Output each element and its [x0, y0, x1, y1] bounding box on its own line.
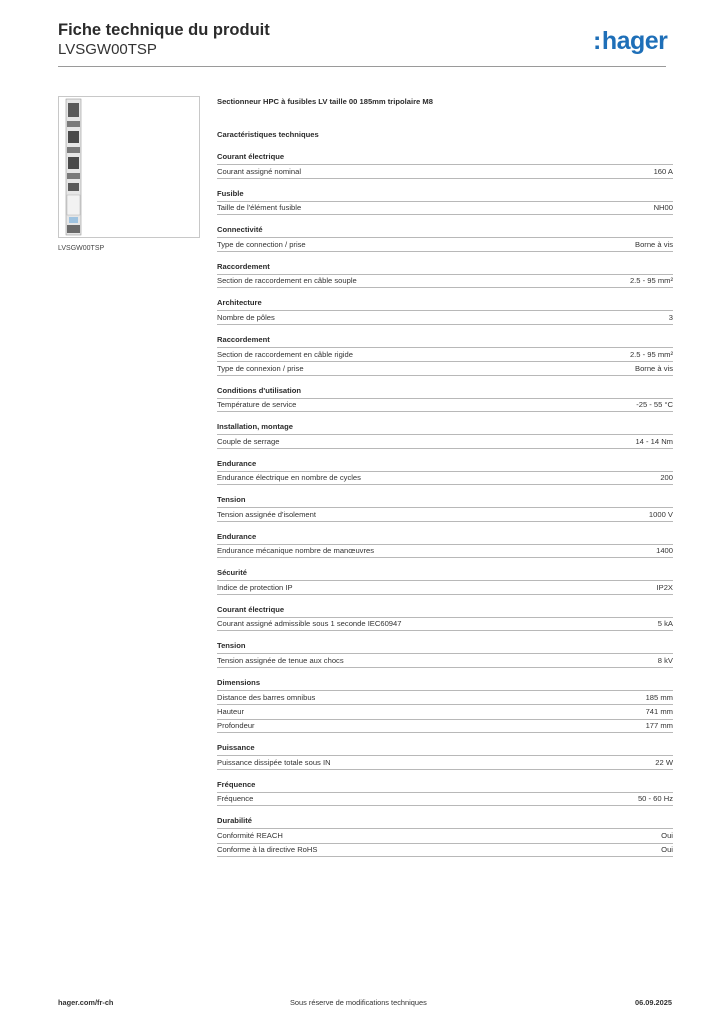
logo-text: hager [601, 27, 668, 55]
document-header [58, 20, 270, 60]
spec-row [217, 398, 673, 413]
spec-group [217, 333, 673, 376]
spec-value: 1000 V [648, 509, 673, 519]
spec-value: 160 A [653, 166, 673, 176]
spec-row [217, 237, 673, 252]
spec-row [217, 310, 673, 325]
specifications-panel [217, 94, 673, 857]
spec-group [217, 676, 673, 734]
spec-value: 50 - 60 Hz [637, 794, 673, 804]
product-description: Sectionneur HPC à fusibles LV taille 00 185mm tripolaire M8 [217, 97, 433, 106]
spec-value: 200 [660, 473, 673, 483]
spec-group [217, 150, 673, 179]
spec-value: 5 kA [657, 619, 673, 629]
spec-row [217, 828, 673, 843]
spec-row [217, 274, 673, 289]
spec-value: 22 W [655, 757, 673, 767]
spec-label: Taille de l'élément fusible [217, 203, 302, 213]
spec-group [217, 814, 673, 857]
spec-label: Type de connection / prise [217, 239, 306, 249]
spec-group-title: Puissance [217, 743, 255, 752]
spec-label: Hauteur [217, 707, 245, 717]
spec-group-title: Raccordement [217, 334, 270, 344]
product-reference: LVSGW00TSP [58, 41, 157, 58]
spec-row [217, 544, 673, 559]
spec-group-title: Courant électrique [217, 604, 285, 614]
spec-value: 185 mm [645, 692, 673, 702]
page-title: Fiche technique du produit [58, 21, 270, 39]
spec-label: Tension assignée de tenue aux chocs [217, 655, 344, 665]
spec-label: Fréquence [217, 794, 254, 804]
spec-label: Conformité REACH [217, 831, 283, 841]
footer-date: 06.09.2025 [635, 998, 672, 1007]
spec-row [217, 617, 673, 632]
spec-group-title: Dimensions [217, 677, 261, 687]
spec-label: Tension assignée d'isolement [217, 509, 316, 519]
spec-label: Section de raccordement en câble rigide [217, 349, 353, 359]
spec-row [217, 434, 673, 449]
spec-value: Oui [661, 845, 673, 855]
spec-groups [217, 150, 673, 857]
spec-group [217, 260, 673, 289]
spec-group-title: Durabilité [217, 816, 253, 825]
spec-row [217, 792, 673, 807]
spec-label: Température de service [217, 400, 297, 410]
spec-label: Conforme à la directive RoHS [217, 845, 318, 855]
spec-value: 8 kV [657, 655, 673, 665]
spec-group-title: Installation, montage [217, 422, 293, 431]
spec-group [217, 187, 673, 216]
spec-row [217, 347, 673, 362]
spec-group-title: Sécurité [217, 568, 247, 577]
spec-label: Endurance électrique en nombre de cycles [217, 473, 361, 483]
spec-value: NH00 [653, 203, 673, 213]
spec-label: Courant assigné nominal [217, 166, 302, 176]
spec-label: Type de connexion / prise [217, 363, 304, 373]
spec-group [217, 603, 673, 632]
spec-group-title: Tension [217, 495, 246, 504]
spec-label: Nombre de pôles [217, 312, 275, 322]
spec-group-title: Raccordement [217, 261, 270, 271]
product-image [58, 96, 200, 238]
spec-label: Endurance mécanique nombre de manœuvres [217, 546, 375, 556]
spec-group [217, 778, 673, 807]
spec-group [217, 420, 673, 449]
spec-row [217, 755, 673, 770]
footer-disclaimer: Sous réserve de modifications techniques [290, 998, 427, 1007]
spec-group-title: Connectivité [217, 225, 263, 234]
spec-value: 177 mm [645, 721, 673, 731]
spec-value: -25 - 55 °C [636, 400, 673, 410]
spec-value: Oui [661, 831, 673, 841]
spec-group-title: Endurance [217, 458, 257, 468]
spec-row [217, 653, 673, 668]
spec-row [217, 690, 673, 705]
spec-value: 741 mm [645, 707, 673, 717]
spec-group-title: Tension [217, 641, 246, 650]
spec-row [217, 507, 673, 522]
image-caption: LVSGW00TSP [58, 245, 105, 252]
spec-group [217, 566, 673, 595]
spec-value: 2.5 - 95 mm² [629, 349, 673, 359]
spec-label: Distance des barres omnibus [217, 692, 316, 702]
spec-row [217, 201, 673, 216]
spec-value: Borne à vis [635, 363, 673, 373]
spec-row [217, 361, 673, 376]
spec-label: Couple de serrage [217, 436, 280, 446]
spec-group [217, 457, 673, 486]
spec-group-title: Conditions d'utilisation [217, 385, 302, 395]
spec-group [217, 741, 673, 770]
spec-value: 3 [668, 312, 673, 322]
spec-group-title: Fréquence [217, 779, 256, 789]
spec-group-title: Courant électrique [217, 152, 285, 161]
spec-row [217, 719, 673, 734]
hager-logo: :hager [593, 27, 668, 55]
spec-group-title: Architecture [217, 298, 262, 307]
spec-value: 2.5 - 95 mm² [629, 276, 673, 286]
spec-value: 14 - 14 Nm [635, 436, 673, 446]
spec-label: Indice de protection IP [217, 582, 293, 592]
spec-group [217, 296, 673, 325]
spec-group [217, 639, 673, 668]
spec-value: IP2X [656, 582, 673, 592]
spec-group-title: Endurance [217, 531, 257, 541]
section-heading: Caractéristiques techniques [217, 130, 319, 139]
spec-row [217, 704, 673, 719]
spec-row [217, 580, 673, 595]
header-divider [58, 66, 666, 67]
spec-label: Profondeur [217, 721, 255, 731]
spec-group [217, 384, 673, 413]
spec-label: Puissance dissipée totale sous IN [217, 757, 331, 767]
spec-group [217, 530, 673, 559]
spec-group [217, 493, 673, 522]
spec-group [217, 223, 673, 252]
spec-value: Borne à vis [635, 239, 673, 249]
spec-group-title: Fusible [217, 188, 244, 198]
fuse-switch-illustration [59, 97, 199, 237]
spec-label: Courant assigné admissible sous 1 seconde IEC60947 [217, 619, 402, 629]
spec-row [217, 164, 673, 179]
spec-row [217, 843, 673, 858]
footer-website-link[interactable]: hager.com/fr-ch [58, 998, 114, 1007]
spec-label: Section de raccordement en câble souple [217, 276, 357, 286]
spec-value: 1400 [656, 546, 673, 556]
spec-row [217, 471, 673, 486]
